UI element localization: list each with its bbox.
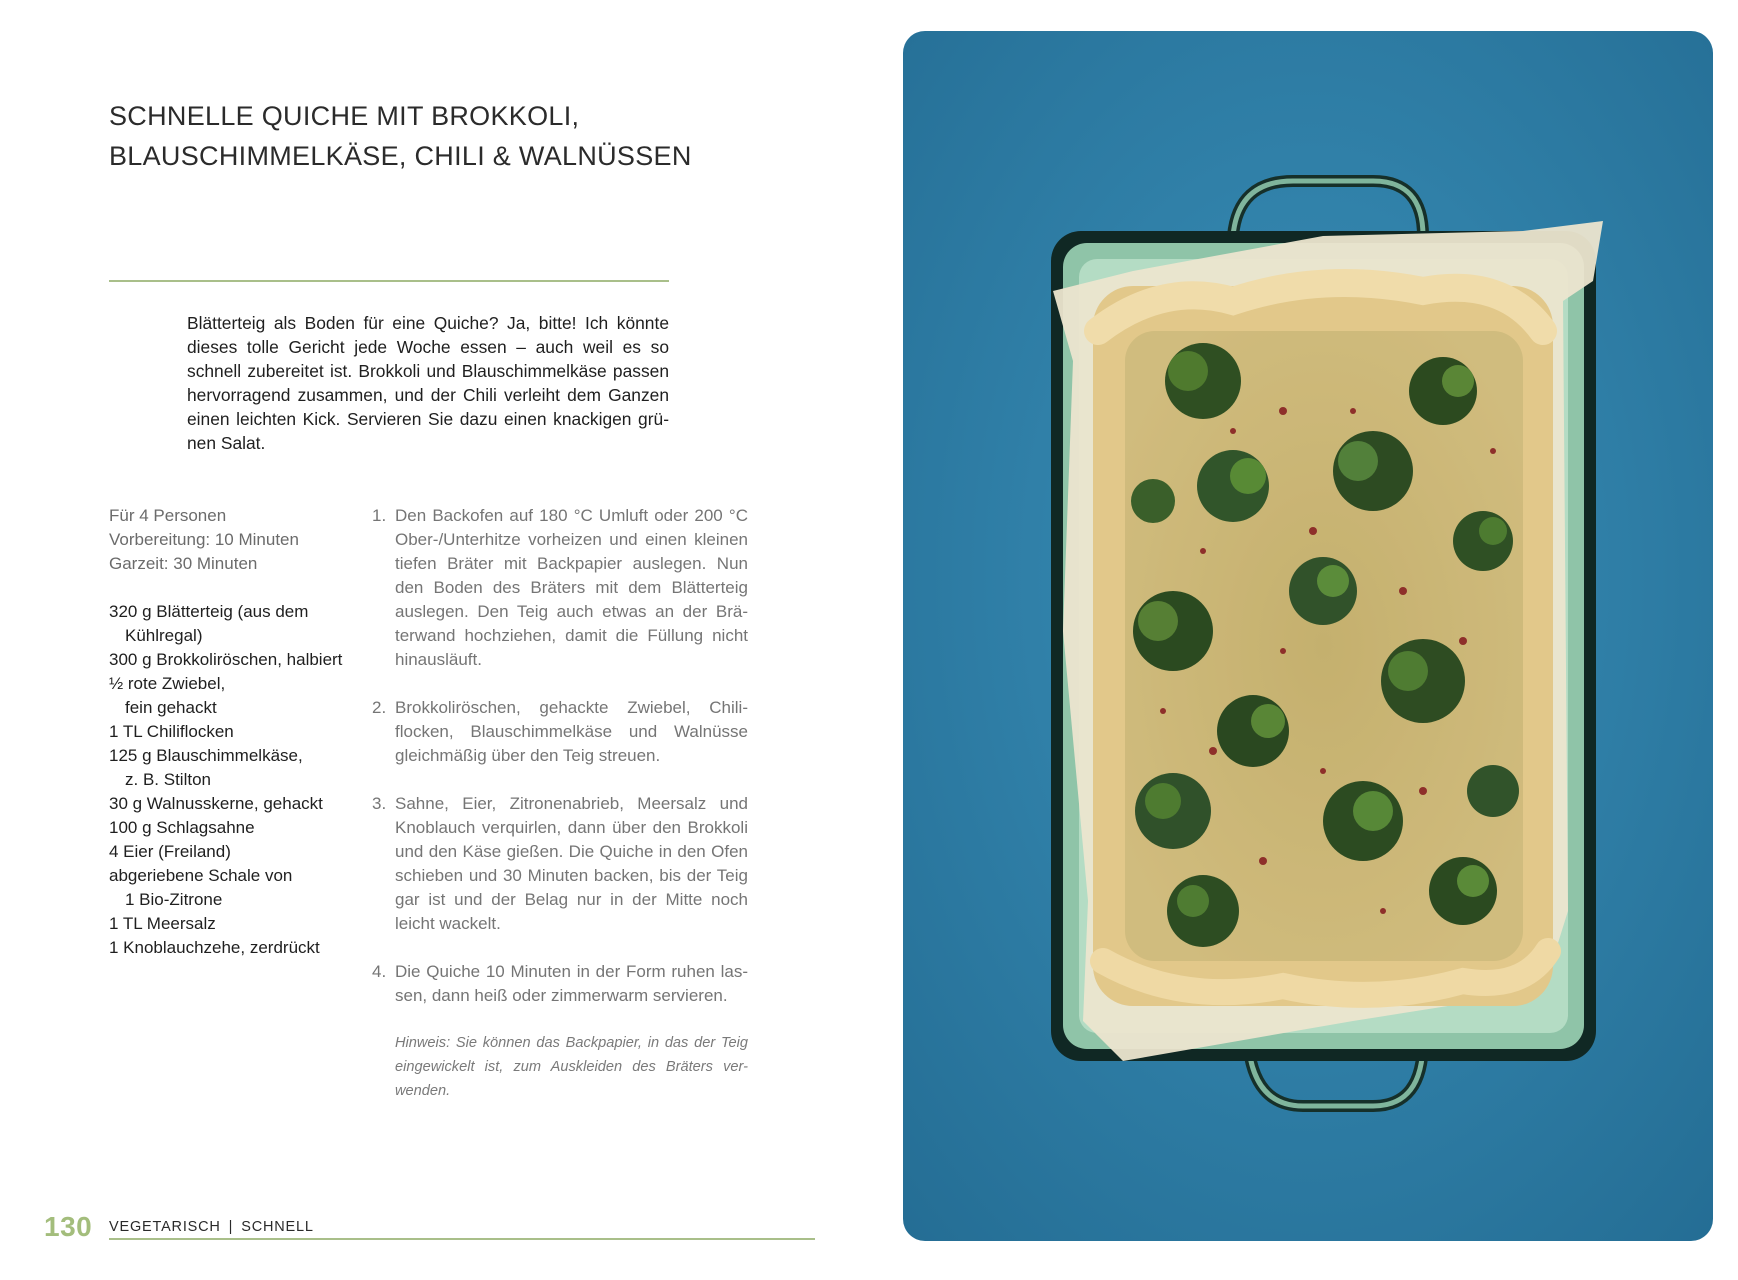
- intro-paragraph: [187, 311, 669, 455]
- title-divider: [109, 280, 669, 282]
- ingredient-item: ½ rote Zwiebel,: [109, 674, 226, 693]
- step-line: tiefen Bräter mit Backpapier auslegen. Nun: [395, 554, 748, 573]
- ingredient-item: fein gehackt: [125, 698, 217, 717]
- step-number: 1.: [372, 506, 387, 525]
- servings: Für 4 Personen: [109, 506, 227, 525]
- step-line: gleichmäßig über den Teig streuen.: [395, 746, 661, 765]
- intro-line: dieses tolle Gericht jede Woche essen – auch weil es so: [187, 337, 669, 357]
- note-line: eingewickelt ist, zum Auskleiden des Bräters ver-: [395, 1059, 748, 1075]
- recipe-title-line-1: SCHNELLE QUICHE MIT BROKKOLI,: [109, 101, 580, 131]
- method-steps: [372, 504, 748, 1032]
- intro-line: nen Salat.: [187, 433, 266, 453]
- step-line: gar ist und der Belag nur in der Mitte noch: [395, 890, 748, 909]
- step-line: Den Backofen auf 180 °C Umluft oder 200 °C: [395, 506, 748, 525]
- intro-line: einen leichten Kick. Servieren Sie dazu einen knackigen grü-: [187, 409, 669, 429]
- method-step: [372, 792, 748, 936]
- step-line: leicht wackelt.: [395, 914, 501, 933]
- method-step: [372, 696, 748, 768]
- ingredient-item: 320 g Blätterteig (aus dem: [109, 602, 309, 621]
- method-step: [372, 960, 748, 1008]
- step-line: auslegen. Den Teig auch etwas an der Brä-: [395, 602, 748, 621]
- step-line: Knoblauch verquirlen, dann über den Brokkoli: [395, 818, 748, 837]
- step-number: 4.: [372, 962, 387, 981]
- ingredient-item: 4 Eier (Freiland): [109, 842, 231, 861]
- footer-section-label: [109, 1219, 314, 1235]
- step-line: schieben und 30 Minuten backen, bis der Teig: [395, 866, 748, 885]
- footer-subcategory: SCHNELL: [241, 1219, 314, 1235]
- step-line: den Boden des Bräters mit dem Blätterteig: [395, 578, 748, 597]
- ingredient-item: 100 g Schlagsahne: [109, 818, 255, 837]
- step-line: Sahne, Eier, Zitronenabrieb, Meersalz und: [395, 794, 748, 813]
- ingredient-item: 1 Bio-Zitrone: [125, 890, 223, 909]
- quiche-illustration: [903, 31, 1713, 1241]
- ingredient-list: [109, 600, 369, 960]
- prep-time: Vorbereitung: 10 Minuten: [109, 530, 299, 549]
- step-line: flocken, Blauschimmelkäse und Walnüsse: [395, 722, 748, 741]
- ingredient-item: 1 TL Meersalz: [109, 914, 216, 933]
- step-line: Ober-/Unterhitze vorheizen und einen kleinen: [395, 530, 748, 549]
- step-line: und den Käse gießen. Die Quiche in den Ofen: [395, 842, 748, 861]
- method-step: [372, 504, 748, 672]
- ingredient-item: 30 g Walnusskerne, gehackt: [109, 794, 323, 813]
- ingredient-item: 1 Knoblauchzehe, zerdrückt: [109, 938, 320, 957]
- ingredient-item: 300 g Brokkoliröschen, halbiert: [109, 650, 343, 669]
- footer-category: VEGETARISCH: [109, 1219, 221, 1235]
- step-line: Brokkoliröschen, gehackte Zwiebel, Chili-: [395, 698, 748, 717]
- ingredient-item: 125 g Blauschimmelkäse,: [109, 746, 303, 765]
- step-line: sen, dann heiß oder zimmerwarm servieren.: [395, 986, 728, 1005]
- step-number: 2.: [372, 698, 387, 717]
- step-line: Die Quiche 10 Minuten in der Form ruhen las-: [395, 962, 748, 981]
- recipe-title: [109, 96, 729, 176]
- step-number: 3.: [372, 794, 387, 813]
- footer-separator: |: [228, 1219, 234, 1235]
- intro-line: schnell zubereitet ist. Brokkoli und Blauschimmelkäse passen: [187, 361, 669, 381]
- cook-time: Garzeit: 30 Minuten: [109, 554, 258, 573]
- note-line: wenden.: [395, 1083, 451, 1099]
- recipe-meta: [109, 504, 369, 576]
- intro-line: hervorragend zusammen, und der Chili verleiht dem Ganzen: [187, 385, 669, 405]
- step-line: terwand hochziehen, damit die Füllung nicht: [395, 626, 748, 645]
- ingredient-item: 1 TL Chiliflocken: [109, 722, 234, 741]
- ingredient-item: Kühlregal): [125, 626, 203, 645]
- recipe-note: [395, 1031, 748, 1103]
- ingredient-item: z. B. Stilton: [125, 770, 211, 789]
- quiche-photo: [903, 31, 1713, 1241]
- recipe-title-line-2: BLAUSCHIMMELKÄSE, CHILI & WALNÜSSEN: [109, 141, 692, 171]
- footer-divider: [109, 1238, 815, 1240]
- step-line: hinausläuft.: [395, 650, 482, 669]
- page-number: 130: [44, 1211, 93, 1242]
- ingredient-item: abgeriebene Schale von: [109, 866, 293, 885]
- note-line: Hinweis: Sie können das Backpapier, in das der Teig: [395, 1035, 748, 1051]
- intro-line: Blätterteig als Boden für eine Quiche? Ja, bitte! Ich könnte: [187, 313, 669, 333]
